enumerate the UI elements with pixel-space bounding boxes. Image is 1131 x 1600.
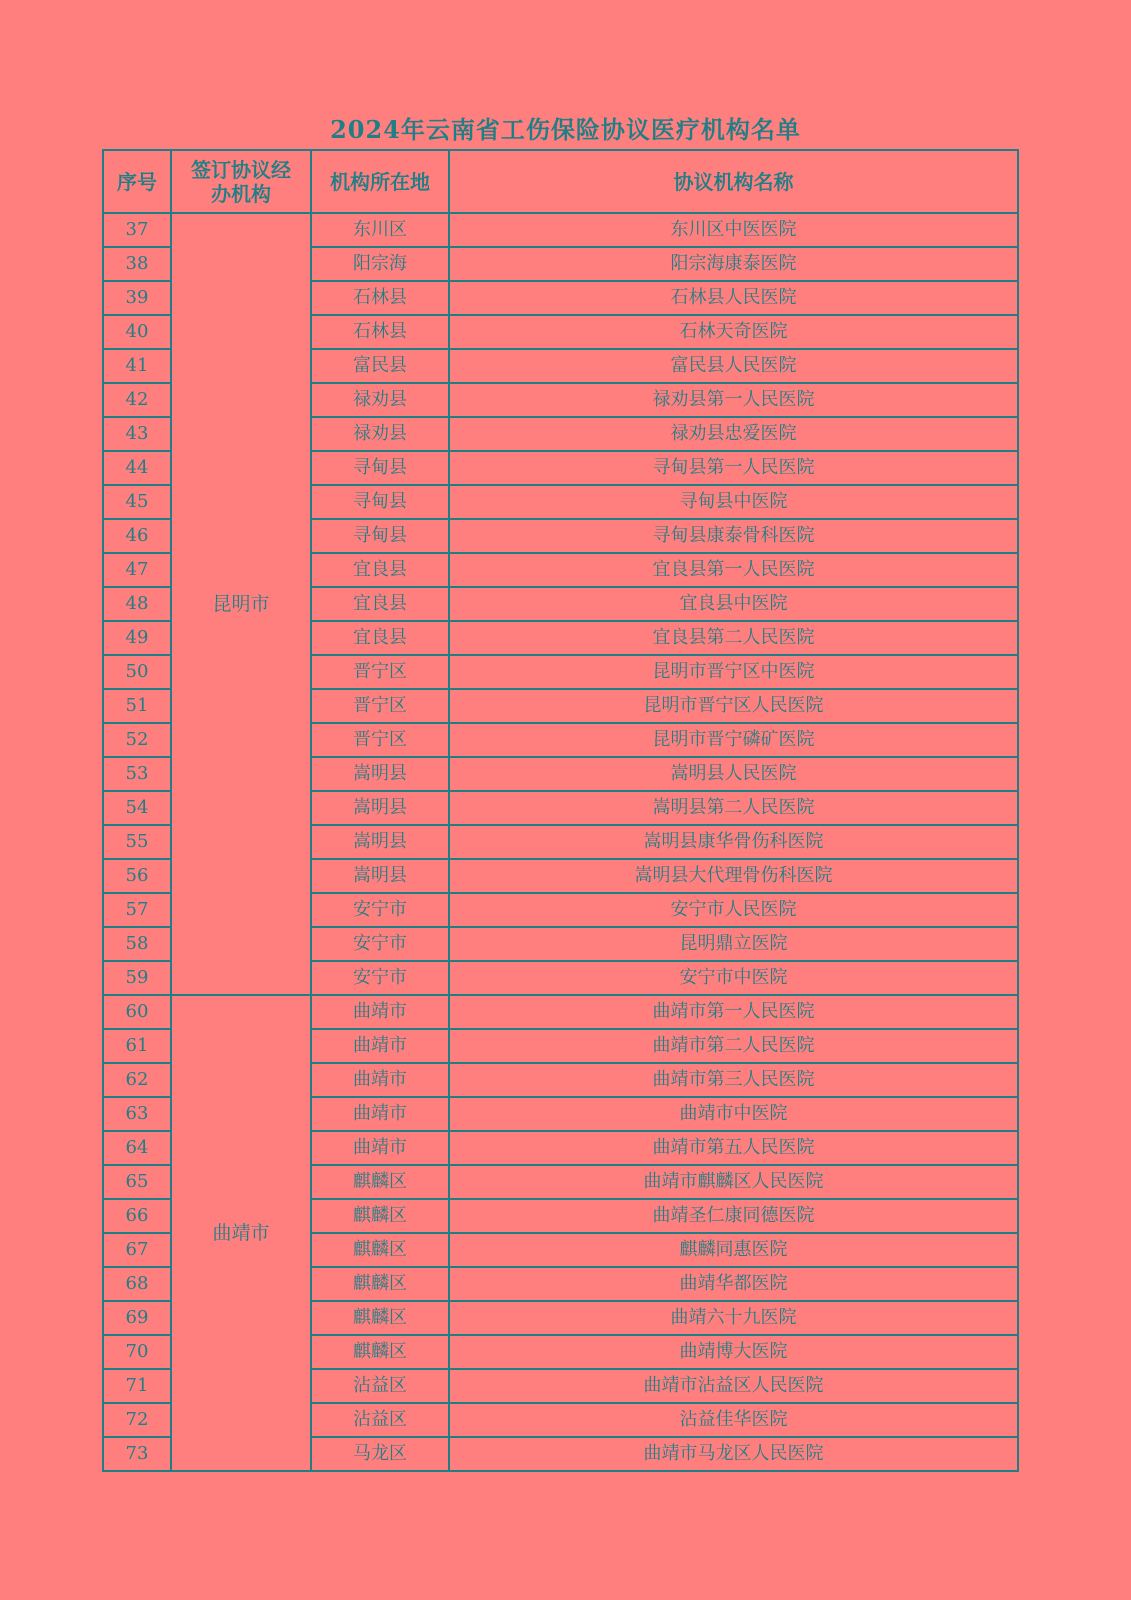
location-cell: 寻甸县 (311, 451, 449, 485)
row-number: 46 (103, 519, 171, 553)
location-cell: 嵩明县 (311, 859, 449, 893)
institution-name-cell: 昆明鼎立医院 (449, 927, 1018, 961)
table-row (103, 995, 1018, 1029)
row-number: 47 (103, 553, 171, 587)
header-agency-line2: 办机构 (211, 181, 271, 206)
location-cell: 安宁市 (311, 961, 449, 995)
institution-name-cell: 曲靖华都医院 (449, 1267, 1018, 1301)
institution-name-cell: 昆明市晋宁磷矿医院 (449, 723, 1018, 757)
row-number: 70 (103, 1335, 171, 1369)
institution-name-cell: 禄劝县忠爱医院 (449, 417, 1018, 451)
institution-name-cell: 曲靖市第三人民医院 (449, 1063, 1018, 1097)
row-number: 66 (103, 1199, 171, 1233)
row-number: 41 (103, 349, 171, 383)
institution-name-cell: 东川区中医医院 (449, 213, 1018, 247)
location-cell: 宜良县 (311, 587, 449, 621)
institution-name-cell: 寻甸县中医院 (449, 485, 1018, 519)
row-number: 52 (103, 723, 171, 757)
header-agency (171, 150, 311, 213)
location-cell: 沾益区 (311, 1403, 449, 1437)
row-number: 48 (103, 587, 171, 621)
header-no: 序号 (103, 150, 171, 213)
location-cell: 麒麟区 (311, 1335, 449, 1369)
location-cell: 富民县 (311, 349, 449, 383)
row-number: 63 (103, 1097, 171, 1131)
table-body (103, 213, 1018, 1471)
row-number: 71 (103, 1369, 171, 1403)
institution-name-cell: 寻甸县康泰骨科医院 (449, 519, 1018, 553)
row-number: 54 (103, 791, 171, 825)
row-number: 58 (103, 927, 171, 961)
institution-name-cell: 嵩明县第二人民医院 (449, 791, 1018, 825)
location-cell: 嵩明县 (311, 825, 449, 859)
institution-name-cell: 宜良县第一人民医院 (449, 553, 1018, 587)
institution-name-cell: 阳宗海康泰医院 (449, 247, 1018, 281)
institution-name-cell: 曲靖圣仁康同德医院 (449, 1199, 1018, 1233)
location-cell: 曲靖市 (311, 1063, 449, 1097)
row-number: 45 (103, 485, 171, 519)
row-number: 56 (103, 859, 171, 893)
location-cell: 宜良县 (311, 621, 449, 655)
location-cell: 马龙区 (311, 1437, 449, 1471)
agency-cell: 昆明市 (171, 213, 311, 995)
row-number: 67 (103, 1233, 171, 1267)
location-cell: 麒麟区 (311, 1165, 449, 1199)
row-number: 72 (103, 1403, 171, 1437)
header-location: 机构所在地 (311, 150, 449, 213)
row-number: 50 (103, 655, 171, 689)
location-cell: 嵩明县 (311, 791, 449, 825)
location-cell: 寻甸县 (311, 519, 449, 553)
row-number: 53 (103, 757, 171, 791)
row-number: 73 (103, 1437, 171, 1471)
row-number: 37 (103, 213, 171, 247)
row-number: 39 (103, 281, 171, 315)
location-cell: 石林县 (311, 281, 449, 315)
location-cell: 曲靖市 (311, 1029, 449, 1063)
row-number: 55 (103, 825, 171, 859)
row-number: 44 (103, 451, 171, 485)
institution-name-cell: 曲靖市沾益区人民医院 (449, 1369, 1018, 1403)
location-cell: 安宁市 (311, 893, 449, 927)
header-agency-line1: 签订协议经 (191, 157, 291, 182)
location-cell: 禄劝县 (311, 417, 449, 451)
table-header-row (103, 150, 1018, 213)
location-cell: 晋宁区 (311, 689, 449, 723)
row-number: 49 (103, 621, 171, 655)
institution-name-cell: 嵩明县康华骨伤科医院 (449, 825, 1018, 859)
location-cell: 宜良县 (311, 553, 449, 587)
agency-cell: 曲靖市 (171, 995, 311, 1471)
institution-name-cell: 富民县人民医院 (449, 349, 1018, 383)
institution-name-cell: 寻甸县第一人民医院 (449, 451, 1018, 485)
institution-name-cell: 曲靖市第一人民医院 (449, 995, 1018, 1029)
institution-name-cell: 安宁市中医院 (449, 961, 1018, 995)
row-number: 64 (103, 1131, 171, 1165)
location-cell: 晋宁区 (311, 723, 449, 757)
location-cell: 曲靖市 (311, 1097, 449, 1131)
location-cell: 阳宗海 (311, 247, 449, 281)
institution-name-cell: 麒麟同惠医院 (449, 1233, 1018, 1267)
institution-name-cell: 石林天奇医院 (449, 315, 1018, 349)
page-title: 2024年云南省工伤保险协议医疗机构名单 (330, 115, 801, 144)
institution-name-cell: 嵩明县大代理骨伤科医院 (449, 859, 1018, 893)
location-cell: 麒麟区 (311, 1199, 449, 1233)
location-cell: 曲靖市 (311, 1131, 449, 1165)
institution-name-cell: 曲靖市中医院 (449, 1097, 1018, 1131)
row-number: 60 (103, 995, 171, 1029)
institution-name-cell: 曲靖市麒麟区人民医院 (449, 1165, 1018, 1199)
row-number: 40 (103, 315, 171, 349)
table-row (103, 213, 1018, 247)
institution-name-cell: 沾益佳华医院 (449, 1403, 1018, 1437)
institution-name-cell: 曲靖市马龙区人民医院 (449, 1437, 1018, 1471)
location-cell: 沾益区 (311, 1369, 449, 1403)
institution-name-cell: 曲靖市第五人民医院 (449, 1131, 1018, 1165)
institution-name-cell: 曲靖市第二人民医院 (449, 1029, 1018, 1063)
location-cell: 石林县 (311, 315, 449, 349)
institution-name-cell: 嵩明县人民医院 (449, 757, 1018, 791)
institution-name-cell: 安宁市人民医院 (449, 893, 1018, 927)
location-cell: 寻甸县 (311, 485, 449, 519)
institution-name-cell: 宜良县第二人民医院 (449, 621, 1018, 655)
row-number: 59 (103, 961, 171, 995)
location-cell: 麒麟区 (311, 1301, 449, 1335)
institution-table (102, 149, 1019, 1472)
institution-name-cell: 禄劝县第一人民医院 (449, 383, 1018, 417)
location-cell: 晋宁区 (311, 655, 449, 689)
institution-name-cell: 曲靖六十九医院 (449, 1301, 1018, 1335)
location-cell: 东川区 (311, 213, 449, 247)
institution-name-cell: 昆明市晋宁区人民医院 (449, 689, 1018, 723)
header-name: 协议机构名称 (449, 150, 1018, 213)
location-cell: 曲靖市 (311, 995, 449, 1029)
location-cell: 嵩明县 (311, 757, 449, 791)
row-number: 51 (103, 689, 171, 723)
row-number: 62 (103, 1063, 171, 1097)
location-cell: 安宁市 (311, 927, 449, 961)
institution-name-cell: 宜良县中医院 (449, 587, 1018, 621)
row-number: 57 (103, 893, 171, 927)
row-number: 69 (103, 1301, 171, 1335)
location-cell: 禄劝县 (311, 383, 449, 417)
institution-name-cell: 石林县人民医院 (449, 281, 1018, 315)
row-number: 38 (103, 247, 171, 281)
location-cell: 麒麟区 (311, 1267, 449, 1301)
institution-name-cell: 曲靖博大医院 (449, 1335, 1018, 1369)
location-cell: 麒麟区 (311, 1233, 449, 1267)
row-number: 61 (103, 1029, 171, 1063)
institution-name-cell: 昆明市晋宁区中医院 (449, 655, 1018, 689)
row-number: 42 (103, 383, 171, 417)
row-number: 65 (103, 1165, 171, 1199)
row-number: 43 (103, 417, 171, 451)
row-number: 68 (103, 1267, 171, 1301)
